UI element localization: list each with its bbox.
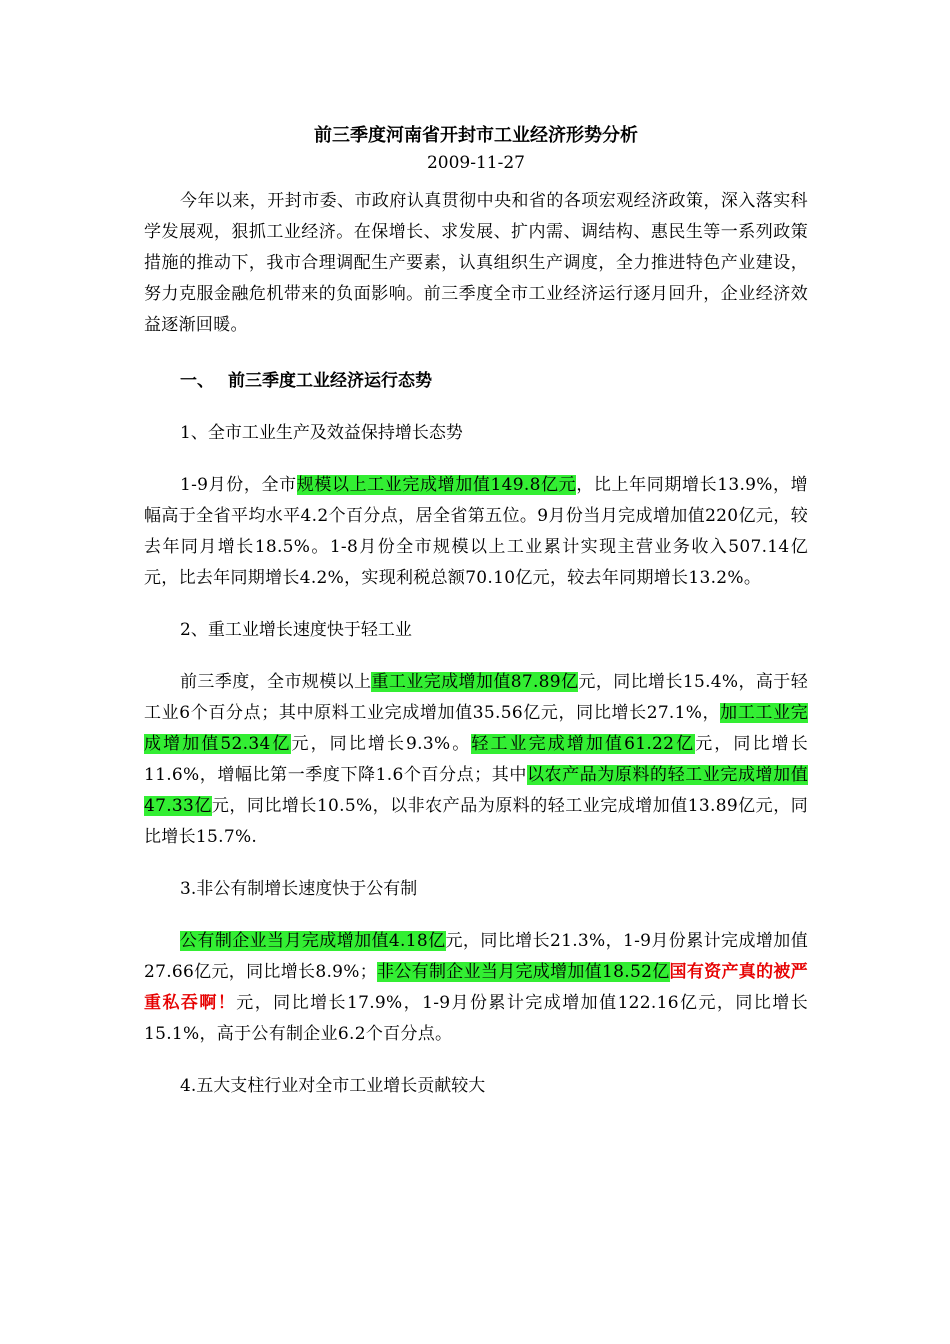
text-run: 1-9月份，全市	[180, 475, 297, 495]
highlighted-text: 重工业完成增加值87.89亿	[371, 672, 579, 692]
text-run: 元，同比增长17.9%，1-9月份累计完成增加值122.16亿元，同比增长15.1%，高于公有制企业6.2个百分点。	[144, 993, 809, 1044]
paragraph-3	[144, 926, 808, 1050]
document-title: 前三季度河南省开封市工业经济形势分析	[314, 125, 638, 146]
intro-paragraph: 今年以来，开封市委、市政府认真贯彻中央和省的各项宏观经济政策，深入落实科学发展观，狠抓工业经济。在保增长、求发展、扩内需、调结构、惠民生等一系列政策措施的推动下，我市合理调配生产要素，认真组织生产调度，全力推进特色产业建设，努力克服金融危机带来的负面影响。前三季度全市工业经济运行逐月回升，企业经济效益逐渐回暖。	[144, 191, 808, 335]
document-body	[144, 122, 808, 1102]
section-number: 一、	[180, 371, 214, 391]
subheading-1: 1、全市工业生产及效益保持增长态势	[180, 423, 463, 443]
text-run: 前三季度，全市规模以上	[180, 672, 372, 692]
section-title: 前三季度工业经济运行态势	[228, 371, 432, 391]
highlighted-text: 加工工业完成增加值52.34亿	[144, 703, 808, 754]
text-run: 元，同比增长9.3%。	[291, 734, 472, 754]
highlighted-text: 规模以上工业完成增加值149.8亿元	[296, 475, 577, 495]
paragraph-1	[144, 470, 808, 594]
document-date: 2009-11-27	[426, 153, 525, 173]
highlighted-text: 公有制企业当月完成增加值4.18亿	[180, 931, 446, 951]
text-run: 元，同比增长15.4%，高于轻工业6个百分点；其中原料工业完成增加值35.56亿元，同比增长27.1%，	[144, 672, 808, 723]
text-run: 元，同比增长11.6%，增幅比第一季度下降1.6个百分点；其中	[144, 734, 808, 785]
subheading-3: 3.非公有制增长速度快于公有制	[180, 879, 418, 899]
highlighted-text: 非公有制企业当月完成增加值18.52亿	[377, 962, 670, 982]
highlighted-text: 轻工业完成增加值61.22亿	[471, 734, 696, 754]
red-annotation-text: 国有资产真的被严重私吞啊！	[144, 962, 808, 1013]
paragraph-2	[144, 667, 808, 853]
highlighted-text: 以农产品为原料的轻工业完成增加值47.33亿	[144, 765, 808, 816]
subheading-4: 4.五大支柱行业对全市工业增长贡献较大	[180, 1076, 486, 1096]
text-run: 元，同比增长21.3%，1-9月份累计完成增加值27.66亿元，同比增长8.9%；	[144, 931, 808, 982]
text-run: ，比上年同期增长13.9%，增幅高于全省平均水平4.2个百分点，居全省第五位。9月份当月完成增加值220亿元，较去年同月增长18.5%。1-8月份全市规模以上工业累计实现主营业务收入507.14亿元，比去年同期增长4.2%，实现利税总额70.10亿元，较去年同期增长13.2%。	[144, 475, 808, 588]
section-heading-1	[144, 366, 808, 397]
text-run: 元，同比增长10.5%，以非农产品为原料的轻工业完成增加值13.89亿元，同比增长15.7%.	[144, 796, 808, 847]
subheading-2: 2、重工业增长速度快于轻工业	[180, 620, 412, 640]
